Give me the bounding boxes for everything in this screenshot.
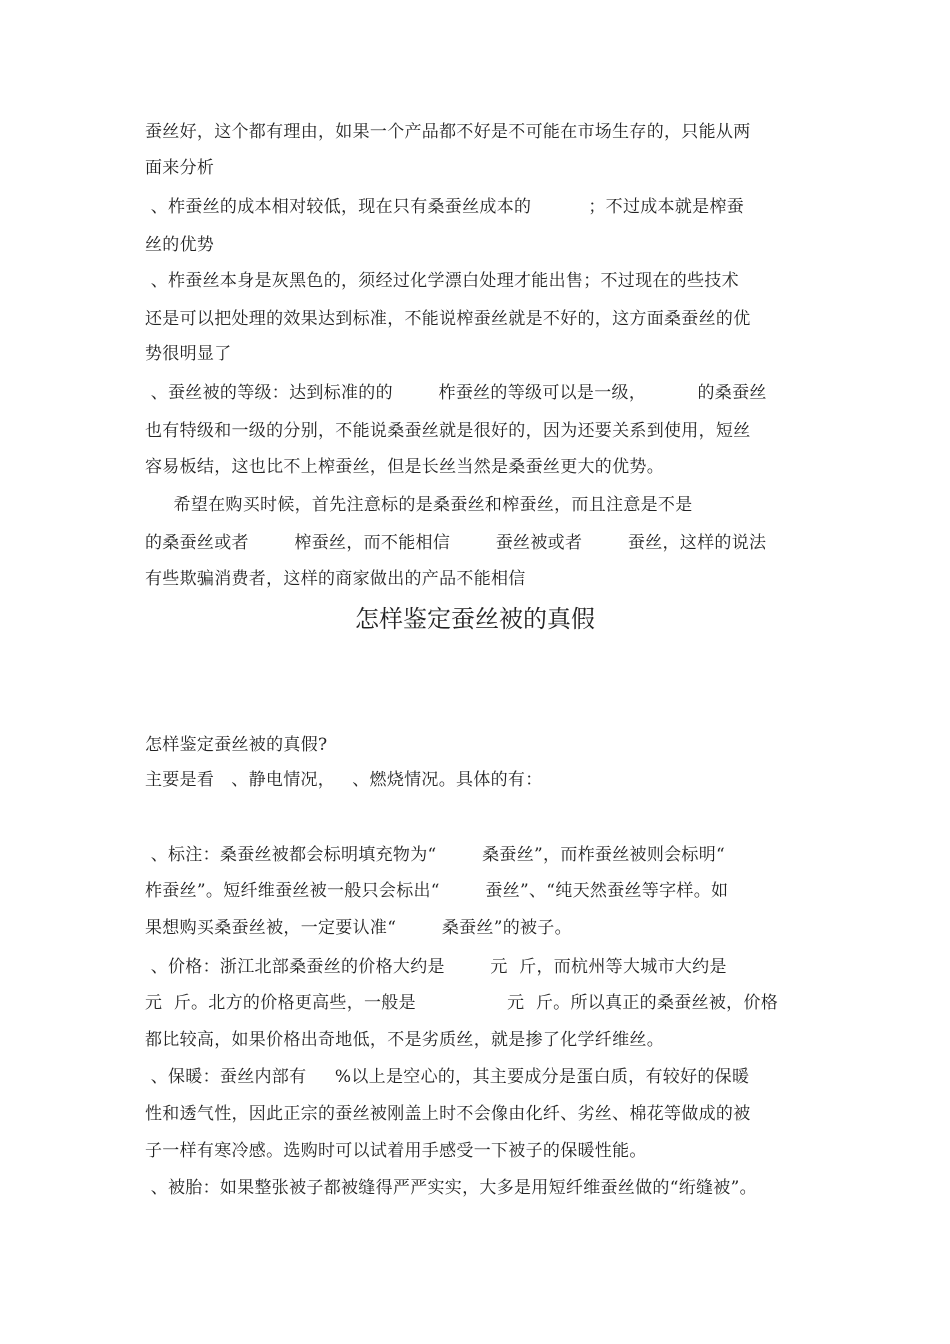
paragraph-line: 、柞蚕丝本身是灰黑色的，须经过化学漂白处理才能出售；不过现在的些技术: [145, 271, 739, 291]
paragraph-line: 丝的优势: [145, 235, 215, 255]
paragraph-line: 性和透气性，因此正宗的蚕丝被刚盖上时不会像由化纤、劣丝、棉花等做成的被: [145, 1104, 751, 1124]
paragraph-line: 容易板结，这也比不上榨蚕丝，但是长丝当然是桑蚕丝更大的优势。: [145, 457, 664, 477]
paragraph-line: 元 斤。北方的价格更高些，一般是 元 斤。所以真正的桑蚕丝被，价格: [145, 993, 779, 1013]
paragraph-line: 希望在购买时候，首先注意标的是桑蚕丝和榨蚕丝，而且注意是不是: [145, 495, 693, 515]
paragraph-line: 果想购买桑蚕丝被，一定要认准“ 桑蚕丝”的被子。: [145, 918, 572, 938]
paragraph-line: 的桑蚕丝或者 榨蚕丝，而不能相信 蚕丝被或者 蚕丝，这样的说法: [145, 533, 767, 553]
paragraph-line: 主要是看 、静电情况， 、燃烧情况。具体的有：: [145, 770, 543, 790]
paragraph-line: 、被胎：如果整张被子都被缝得严严实实，大多是用短纤维蚕丝做的“绗缝被”。: [145, 1178, 757, 1198]
paragraph-line: 面来分析: [145, 158, 215, 178]
paragraph-line: 子一样有寒冷感。选购时可以试着用手感受一下被子的保暖性能。: [145, 1141, 647, 1161]
paragraph-line: 势很明显了: [145, 344, 232, 364]
paragraph-line: 、蚕丝被的等级：达到标准的的 柞蚕丝的等级可以是一级， 的桑蚕丝: [145, 383, 767, 403]
paragraph-line: 有些欺骗消费者，这样的商家做出的产品不能相信: [145, 569, 526, 589]
paragraph-line: 都比较高，如果价格出奇地低，不是劣质丝，就是掺了化学纤维丝。: [145, 1030, 664, 1050]
paragraph-line: 、柞蚕丝的成本相对较低，现在只有桑蚕丝成本的 ；不过成本就是榨蚕: [145, 197, 745, 217]
paragraph-line: 还是可以把处理的效果达到标准，不能说榨蚕丝就是不好的，这方面桑蚕丝的优: [145, 309, 751, 329]
paragraph-line: 、保暖：蚕丝内部有 %以上是空心的，其主要成分是蛋白质，有较好的保暖: [145, 1067, 750, 1087]
paragraph-line: 怎样鉴定蚕丝被的真假?: [145, 735, 328, 755]
paragraph-line: 也有特级和一级的分别，不能说桑蚕丝就是很好的，因为还要关系到使用，短丝: [145, 421, 751, 441]
paragraph-line: 、标注：桑蚕丝被都会标明填充物为“ 桑蚕丝”，而柞蚕丝被则会标明“: [145, 845, 726, 865]
paragraph-line: 、价格：浙江北部桑蚕丝的价格大约是 元 斤，而杭州等大城市大约是: [145, 957, 727, 977]
paragraph-line: 柞蚕丝”。短纤维蚕丝被一般只会标出“ 蚕丝”、“纯天然蚕丝等字样。如: [145, 881, 729, 901]
section-title: 怎样鉴定蚕丝被的真假: [355, 605, 595, 633]
paragraph-line: 蚕丝好，这个都有理由，如果一个产品都不好是不可能在市场生存的，只能从两: [145, 122, 751, 142]
